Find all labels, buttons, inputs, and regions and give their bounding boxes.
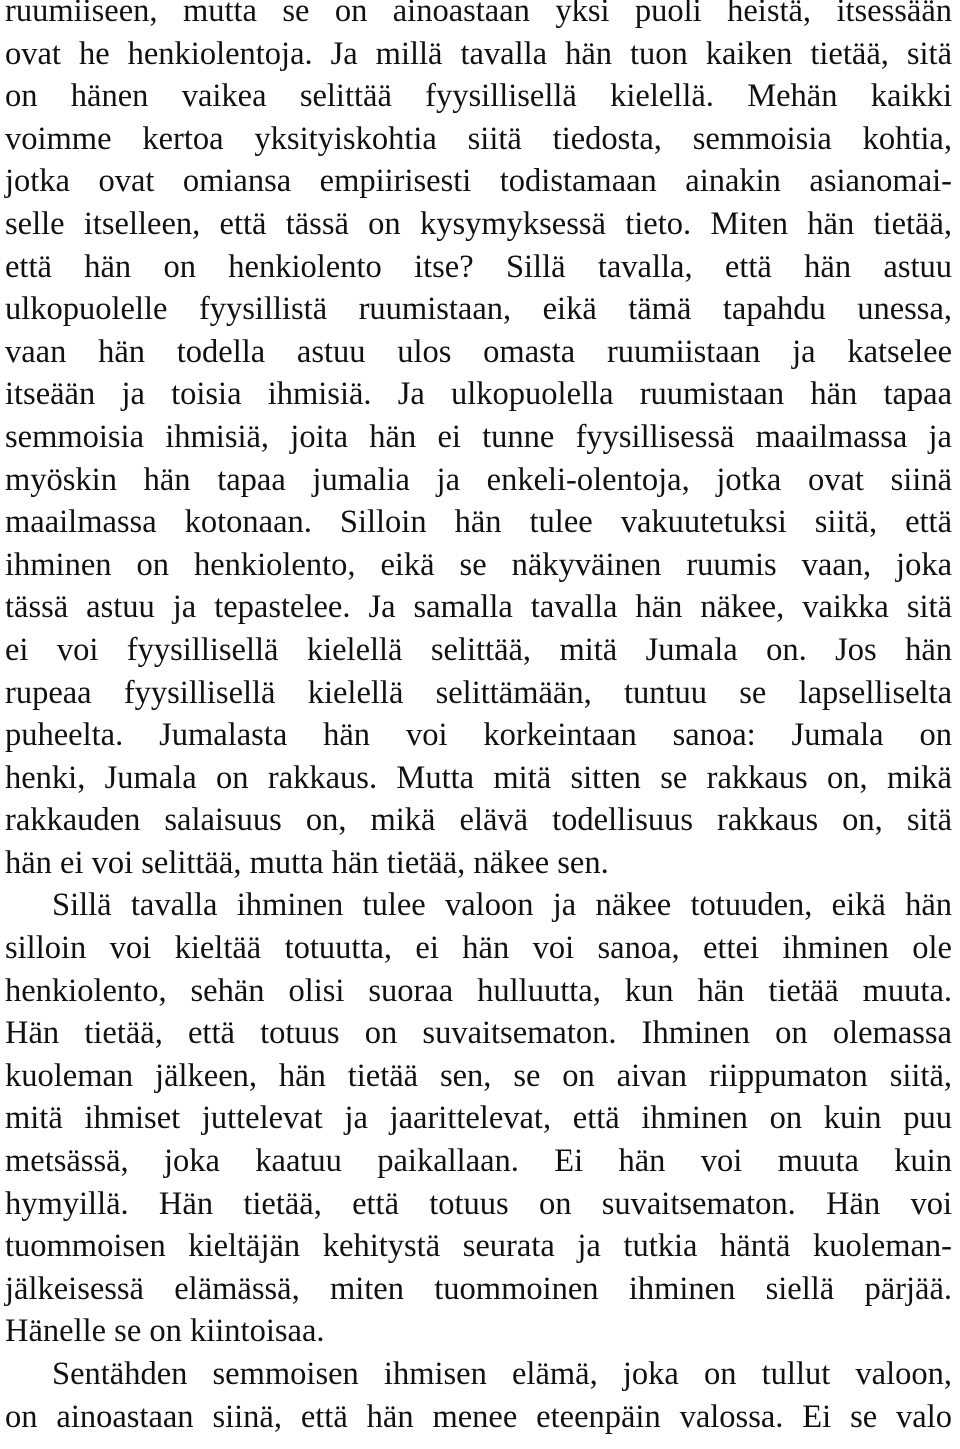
text-line: ei voi fyysillisellä kielellä selittää, mitä Jumala on. Jos hän (5, 631, 952, 668)
text-line: vaan hän todella astuu ulos omasta ruumiistaan ja katselee (5, 333, 952, 370)
paragraph-first-line: Sentähden semmoisen ihmisen elämä, joka on tullut valoon, (52, 1356, 952, 1392)
text-line: henki, Jumala on rakkaus. Mutta mitä sitten se rakkaus on, mikä (5, 759, 952, 796)
text-line: on ainoastaan siinä, että hän menee eteenpäin valossa. Ei se valo (5, 1398, 952, 1435)
text-line: tuommoisen kieltäjän kehitystä seurata ja tutkia häntä kuoleman- (5, 1228, 952, 1265)
text-line: että hän on henkiolento itse? Sillä tavalla, että hän astuu (5, 248, 952, 285)
text-line: voimme kertoa yksityiskohtia siitä tiedosta, semmoisia kohtia, (5, 120, 952, 157)
text-line: ruumiiseen, mutta se on ainoastaan yksi puoli heistä, itsessään (5, 0, 952, 29)
text-line: metsässä, joka kaatuu paikallaan. Ei hän voi muuta kuin (5, 1143, 952, 1180)
text-line: rupeaa fyysillisellä kielellä selittämään, tuntuu se lapselliselta (5, 674, 952, 711)
text-line: myöskin hän tapaa jumalia ja enkeli-olentoja, jotka ovat siinä (5, 461, 952, 498)
text-line: Hänelle se on kiintoisaa. (5, 1313, 325, 1350)
text-line: mitä ihmiset juttelevat ja jaarittelevat, että ihminen on kuin puu (5, 1100, 952, 1137)
text-line: tässä astuu ja tepastelee. Ja samalla tavalla hän näkee, vaikka sitä (5, 589, 952, 626)
text-line: puheelta. Jumalasta hän voi korkeintaan sanoa: Jumala on (5, 717, 952, 754)
text-line: maailmassa kotonaan. Silloin hän tulee vakuutetuksi siitä, että (5, 504, 952, 541)
text-line: jotka ovat omiansa empiirisesti todistamaan ainakin asianomai- (5, 163, 952, 200)
text-line: hän ei voi selittää, mutta hän tietää, näkee sen. (5, 844, 609, 881)
text-line: ihminen on henkiolento, eikä se näkyväinen ruumis vaan, joka (5, 546, 952, 583)
text-line: semmoisia ihmisiä, joita hän ei tunne fyysillisessä maailmassa ja (5, 418, 952, 455)
text-line: henkiolento, sehän olisi suoraa hulluutta, kun hän tietää muuta. (5, 972, 952, 1009)
text-line: ulkopuolelle fyysillistä ruumistaan, eikä tämä tapahdu unessa, (5, 291, 952, 328)
text-line: kuoleman jälkeen, hän tietää sen, se on aivan riippumaton siitä, (5, 1057, 952, 1094)
text-line: on hänen vaikea selittää fyysillisellä kielellä. Mehän kaikki (5, 78, 952, 115)
text-line: selle itselleen, että tässä on kysymyksessä tieto. Miten hän tietää, (5, 205, 952, 242)
text-line: ovat he henkiolentoja. Ja millä tavalla hän tuon kaiken tietää, sitä (5, 35, 952, 72)
text-line: Hän tietää, että totuus on suvaitsematon. Ihminen on olemassa (5, 1015, 952, 1052)
paragraph-first-line: Sillä tavalla ihminen tulee valoon ja näkee totuuden, eikä hän (52, 887, 952, 924)
text-line: rakkauden salaisuus on, mikä elävä todellisuus rakkaus on, sitä (5, 802, 952, 839)
text-line: silloin voi kieltää totuutta, ei hän voi sanoa, ettei ihminen ole (5, 930, 952, 967)
text-line: hymyillä. Hän tietää, että totuus on suvaitsematon. Hän voi (5, 1185, 952, 1222)
text-line: itseään ja toisia ihmisiä. Ja ulkopuolella ruumistaan hän tapaa (5, 376, 952, 413)
text-line: jälkeisessä elämässä, miten tuommoinen ihminen siellä pärjää. (5, 1270, 952, 1307)
